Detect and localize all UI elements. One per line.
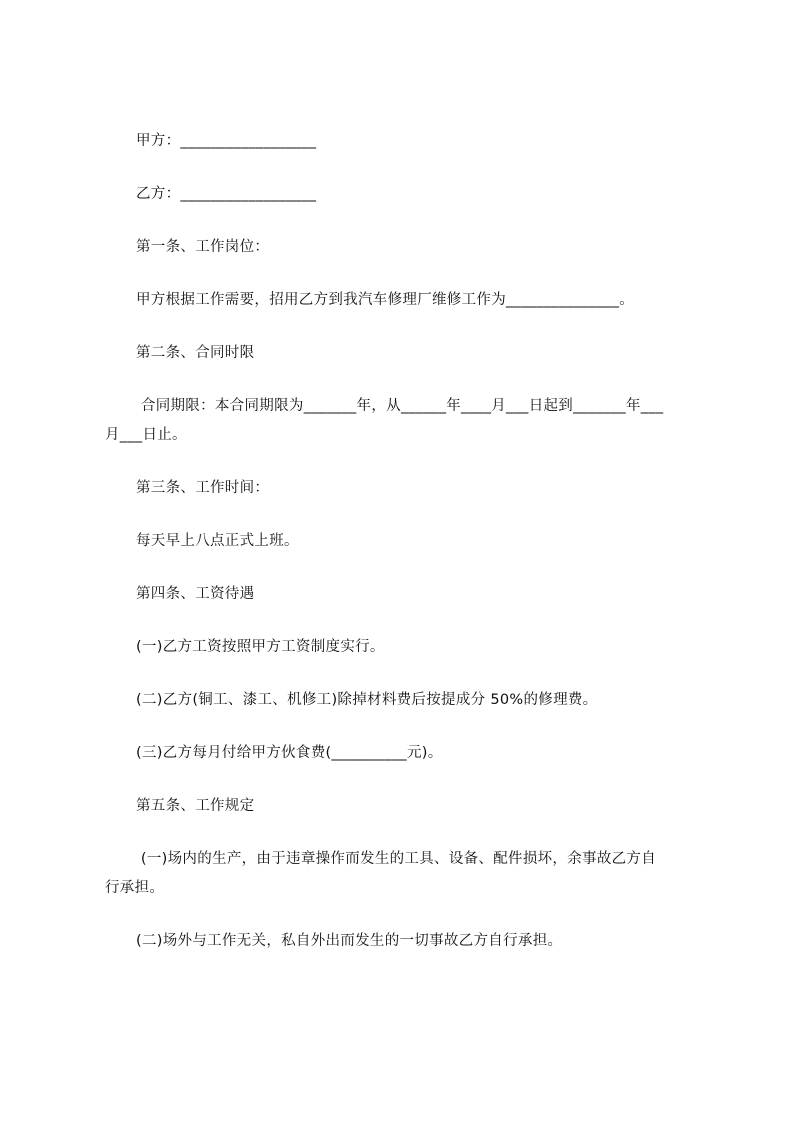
party-b-line: 乙方：__________________ <box>136 186 317 202</box>
article3-title: 第三条、工作时间： <box>136 480 270 496</box>
article5-item1-line1: (一)场内的生产，由于违章操作而发生的工具、设备、配件损坏，余事故乙方自 <box>136 851 657 867</box>
article1-title: 第一条、工作岗位： <box>136 239 270 255</box>
article5-title: 第五条、工作规定 <box>136 798 255 814</box>
article5-item2: (二)场外与工作无关，私自外出而发生的一切事故乙方自行承担。 <box>136 933 563 949</box>
article2-title: 第二条、合同时限 <box>136 345 255 361</box>
article4-title: 第四条、工资待遇 <box>136 586 255 602</box>
article2-text-line1: 合同期限：本合同期限为_______年，从______年____月___日起到_______年___ <box>136 398 664 414</box>
article4-item3: (三)乙方每月付给甲方伙食费(__________元)。 <box>136 745 443 761</box>
article1-text: 甲方根据工作需要，招用乙方到我汽车修理厂维修工作为_______________。 <box>136 292 635 308</box>
article4-item2: (二)乙方(铜工、漆工、机修工)除掉材料费后按提成分 50%的修理费。 <box>136 692 598 708</box>
article4-item1: (一)乙方工资按照甲方工资制度实行。 <box>136 639 385 655</box>
article5-item1-line2: 行承担。 <box>105 880 165 896</box>
article3-text: 每天早上八点正式上班。 <box>136 533 299 549</box>
article2-text-line2: 月___日止。 <box>105 427 187 443</box>
party-a-line: 甲方：__________________ <box>136 133 317 149</box>
